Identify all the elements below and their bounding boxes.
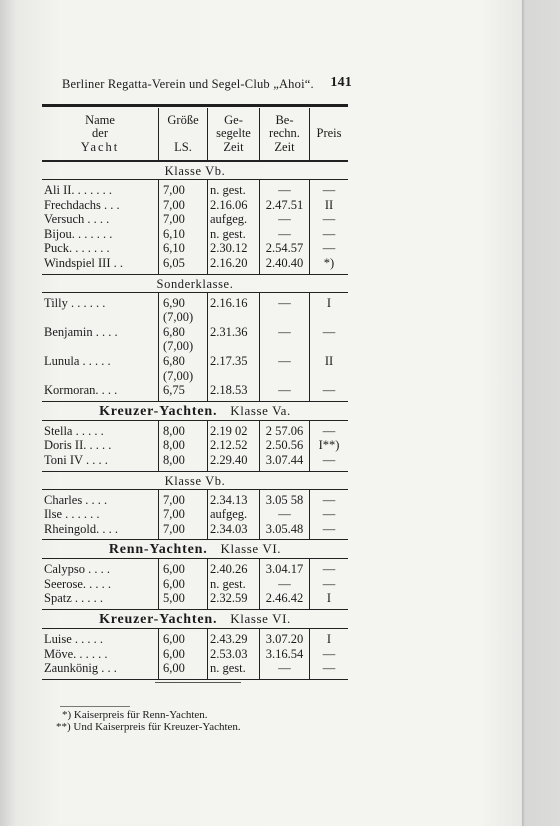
calculated-time: 3.16.54 — [260, 647, 310, 662]
calculated-time: 2.46.42 — [260, 591, 310, 609]
section-title-bold: Kreuzer-Yachten. — [99, 612, 218, 628]
size-value: 6,00 — [163, 661, 185, 676]
calculated-time: — — [260, 577, 310, 592]
size-value: 6,80 — [163, 353, 185, 368]
yacht-size — [159, 522, 208, 540]
section-title — [42, 161, 348, 180]
yacht-name: Frechdachs . . . — [44, 197, 120, 212]
section-title-class: Klasse Vb. — [164, 164, 226, 178]
size-value: 7,00 — [163, 197, 185, 212]
prize: II — [310, 198, 349, 213]
calculated-time: 3.07.44 — [260, 453, 310, 471]
table-row — [42, 212, 348, 227]
section-header-row — [42, 274, 348, 292]
yacht-size — [159, 227, 208, 242]
section-title-class: Sonderklasse. — [156, 276, 234, 291]
yacht-name: Zaunkönig . . . — [42, 661, 159, 679]
sailed-time: 2.31.36 — [208, 325, 260, 354]
calculated-time: 2.54.57 — [260, 241, 310, 256]
table-row — [42, 591, 348, 609]
yacht-size — [159, 489, 208, 507]
page-edge — [522, 0, 560, 826]
table-header-row — [42, 108, 348, 161]
yacht-name: Ilse . . . . . . — [44, 507, 100, 522]
yacht-name: Versuch . . . . — [44, 212, 110, 227]
size-value: 8,00 — [163, 438, 185, 453]
yacht-name: Tilly . . . . . . — [44, 295, 106, 310]
prize: — — [310, 647, 349, 662]
calculated-time: — — [260, 292, 310, 325]
table-row — [42, 292, 348, 325]
sailed-time: 2.16.20 — [208, 256, 260, 274]
table-end-rule — [155, 682, 241, 683]
header-title: Berliner Regatta-Verein und Segel-Club „Ahoi“. — [62, 77, 314, 91]
sailed-time: 2.34.13 — [208, 489, 260, 507]
section-title — [42, 274, 348, 292]
table-row — [42, 325, 348, 354]
table-row — [42, 522, 348, 540]
table-row — [42, 354, 348, 383]
yacht-size — [159, 577, 208, 592]
footnotes — [52, 709, 241, 733]
sailed-time: 2.12.52 — [208, 438, 260, 453]
calculated-time: — — [260, 212, 310, 227]
calculated-time: — — [260, 383, 310, 401]
section-header-row — [42, 540, 348, 559]
sailed-time: 2.40.26 — [208, 559, 260, 577]
table-row — [42, 420, 348, 438]
yacht-size — [159, 453, 208, 471]
results-table — [42, 108, 348, 680]
yacht-name: Kormoran. . . . — [42, 383, 159, 401]
yacht-name: Toni IV . . . . — [42, 453, 159, 471]
table-row — [42, 507, 348, 522]
header-name: Name der Yacht — [80, 112, 120, 154]
size-value: 6,75 — [163, 383, 185, 398]
prize: — — [310, 559, 349, 577]
yacht-name: Calypso . . . . — [44, 562, 110, 577]
sailed-time: 2.17.35 — [208, 354, 260, 383]
section-header-row — [42, 161, 348, 180]
prize: II — [310, 354, 349, 383]
header-calculated-time: Be- rechn. Zeit — [260, 108, 310, 161]
prize: — — [310, 420, 349, 438]
section-title — [42, 540, 348, 559]
calculated-time: — — [260, 325, 310, 354]
section-title-class: Klasse VI. — [220, 541, 282, 557]
header-size: Größe LS. — [159, 108, 208, 161]
size-previous-value: (7,00) — [163, 339, 194, 354]
section-header-row — [42, 401, 348, 420]
size-value: 5,00 — [163, 591, 185, 606]
yacht-size — [159, 292, 208, 325]
table-row — [42, 241, 348, 256]
yacht-size — [159, 507, 208, 522]
sailed-time: 2.34.03 — [208, 522, 260, 540]
size-value: 8,00 — [163, 452, 185, 467]
table-row — [42, 559, 348, 577]
header-sailed-time: Ge- segelte Zeit — [208, 108, 260, 161]
page-number: 141 — [330, 75, 352, 90]
yacht-name: Windspiel III . . — [42, 256, 159, 274]
calculated-time: 3.07.20 — [260, 629, 310, 647]
table-row — [42, 629, 348, 647]
section-title — [42, 401, 348, 420]
size-value: 7,00 — [163, 212, 185, 227]
calculated-time: — — [260, 354, 310, 383]
size-value: 7,00 — [163, 507, 185, 522]
size-value: 6,05 — [163, 255, 185, 270]
size-value: 6,00 — [163, 562, 185, 577]
size-value: 6,00 — [163, 632, 185, 647]
size-value: 7,00 — [163, 492, 185, 507]
sailed-time: n. gest. — [208, 180, 260, 198]
section-title-bold: Renn-Yachten. — [108, 542, 208, 558]
calculated-time: — — [260, 180, 310, 198]
calculated-time: — — [260, 227, 310, 242]
yacht-size — [159, 629, 208, 647]
size-value: 6,90 — [163, 295, 185, 310]
sailed-time: 2.19 02 — [208, 420, 260, 438]
size-previous-value: (7,00) — [163, 368, 194, 383]
calculated-time: 2 57.06 — [260, 420, 310, 438]
section-title — [42, 610, 348, 629]
prize: — — [310, 661, 349, 679]
footnote-1: *) Kaiserpreis für Renn-Yachten. — [62, 709, 208, 721]
calculated-time: — — [260, 661, 310, 679]
sailed-time: 2.43.29 — [208, 629, 260, 647]
section-title-class: Klasse Vb. — [164, 473, 226, 488]
size-value: 7,00 — [163, 521, 185, 536]
yacht-size — [159, 212, 208, 227]
section-title-bold: Kreuzer-Yachten. — [99, 403, 218, 419]
yacht-name: Spatz . . . . . — [42, 591, 159, 609]
section-title-class: Klasse Va. — [230, 402, 291, 418]
yacht-name: Lunula . . . . . — [44, 353, 111, 368]
prize: — — [310, 241, 349, 256]
calculated-time: 2.50.56 — [260, 438, 310, 453]
size-value: 6,10 — [163, 226, 185, 241]
prize: — — [310, 227, 349, 242]
prize: — — [310, 507, 349, 522]
size-value: 7,00 — [163, 183, 185, 197]
table-row — [42, 577, 348, 592]
calculated-time: 2.47.51 — [260, 198, 310, 213]
sailed-time: 2.16.06 — [208, 198, 260, 213]
prize: *) — [310, 256, 349, 274]
yacht-name: Ali II. . . . . . . — [44, 183, 113, 197]
yacht-size — [159, 241, 208, 256]
section-title-class: Klasse VI. — [230, 611, 291, 627]
footnote-rule — [60, 706, 130, 707]
sailed-time: 2.30.12 — [208, 241, 260, 256]
sailed-time: 2.29.40 — [208, 453, 260, 471]
section-title — [42, 471, 348, 489]
running-header — [62, 77, 352, 92]
yacht-size — [159, 198, 208, 213]
yacht-name: Benjamin . . . . — [44, 324, 118, 339]
yacht-size — [159, 383, 208, 401]
table-top-rule — [42, 104, 348, 107]
size-value: 6,80 — [163, 324, 185, 339]
sailed-time: n. gest. — [208, 661, 260, 679]
calculated-time: 3.05.48 — [260, 522, 310, 540]
table-row — [42, 198, 348, 213]
calculated-time: 2.40.40 — [260, 256, 310, 274]
yacht-name: Rheingold. . . . — [42, 522, 159, 540]
yacht-size — [159, 438, 208, 453]
yacht-name: Puck. . . . . . . — [44, 241, 110, 256]
prize: — — [310, 489, 349, 507]
table-row — [42, 453, 348, 471]
section-header-row — [42, 471, 348, 489]
table-row — [42, 647, 348, 662]
yacht-size — [159, 559, 208, 577]
sailed-time: 2.32.59 — [208, 591, 260, 609]
yacht-name: Seerose. . . . . — [44, 576, 111, 591]
yacht-size — [159, 591, 208, 609]
table-row — [42, 438, 348, 453]
table-row — [42, 256, 348, 274]
size-value: 6,10 — [163, 241, 185, 256]
table-row — [42, 661, 348, 679]
yacht-size — [159, 180, 208, 198]
prize: — — [310, 212, 349, 227]
yacht-size — [159, 647, 208, 662]
size-previous-value: (7,00) — [163, 310, 194, 325]
sailed-time: 2.18.53 — [208, 383, 260, 401]
prize: I — [310, 591, 349, 609]
sailed-time: n. gest. — [208, 577, 260, 592]
prize: — — [310, 383, 349, 401]
prize: — — [310, 577, 349, 592]
table-row — [42, 383, 348, 401]
section-header-row — [42, 610, 348, 629]
prize: — — [310, 522, 349, 540]
yacht-name: Doris II. . . . . — [44, 438, 112, 453]
yacht-size — [159, 354, 208, 383]
footnote-2: **) Und Kaiserpreis für Kreuzer-Yachten. — [56, 721, 241, 733]
table-row — [42, 180, 348, 198]
yacht-size — [159, 325, 208, 354]
sailed-time: n. gest. — [208, 227, 260, 242]
yacht-name: Bijou. . . . . . . — [44, 226, 113, 241]
header-prize: Preis — [310, 108, 349, 161]
yacht-size — [159, 256, 208, 274]
sailed-time: 2.53.03 — [208, 647, 260, 662]
prize: — — [310, 325, 349, 354]
yacht-name: Luise . . . . . — [44, 632, 104, 647]
yacht-size — [159, 420, 208, 438]
prize: I**) — [310, 438, 349, 453]
prize: I — [310, 292, 349, 325]
calculated-time: 3.05 58 — [260, 489, 310, 507]
prize: I — [310, 629, 349, 647]
table-row — [42, 489, 348, 507]
table-row — [42, 227, 348, 242]
prize: — — [310, 180, 349, 198]
calculated-time: 3.04.17 — [260, 559, 310, 577]
calculated-time: — — [260, 507, 310, 522]
yacht-name: Möve. . . . . . — [44, 646, 108, 661]
size-value: 6,00 — [163, 646, 185, 661]
prize: — — [310, 453, 349, 471]
size-value: 6,00 — [163, 576, 185, 591]
size-value: 8,00 — [163, 423, 185, 438]
sailed-time: aufgeg. — [208, 507, 260, 522]
sailed-time: 2.16.16 — [208, 292, 260, 325]
yacht-name: Charles . . . . — [44, 492, 108, 507]
yacht-size — [159, 661, 208, 679]
sailed-time: aufgeg. — [208, 212, 260, 227]
yacht-name: Stella . . . . . — [44, 423, 104, 438]
